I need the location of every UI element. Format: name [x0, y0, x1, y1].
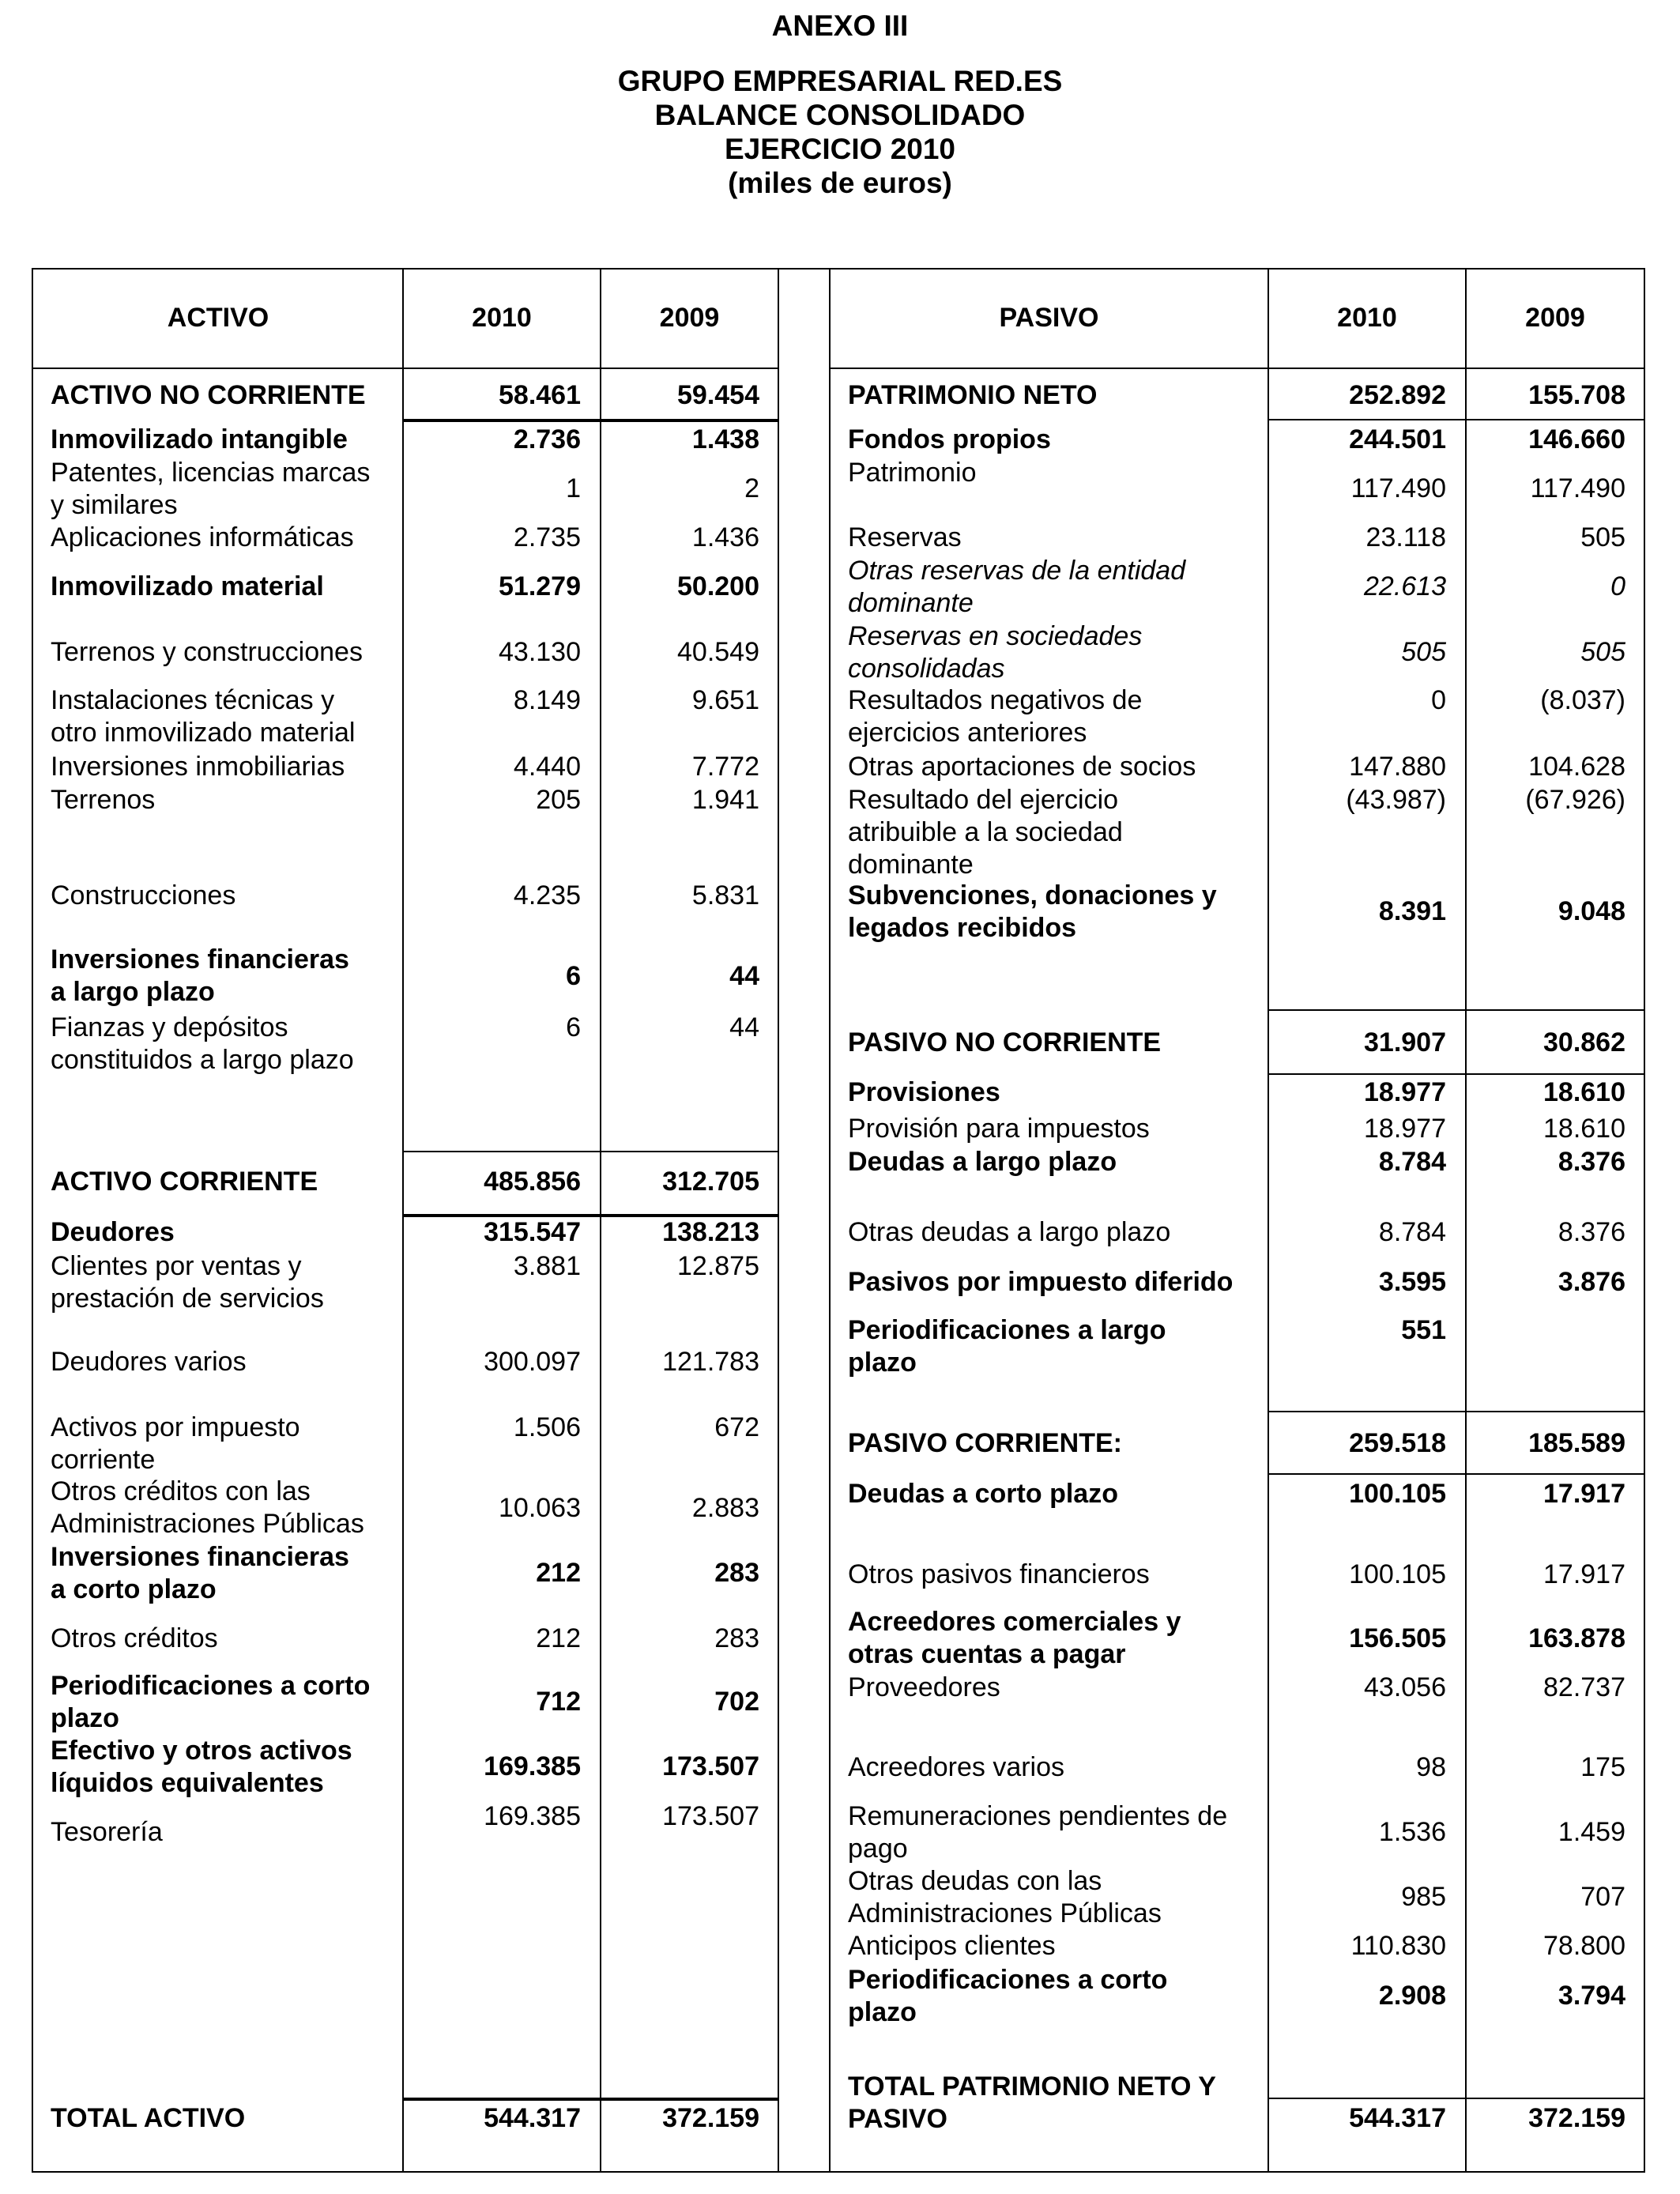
value-2010: (43.987) — [1346, 785, 1446, 815]
table-rule — [1268, 1473, 1645, 1475]
row-label: legados recibidos — [848, 913, 1077, 943]
row-label: otras cuentas a pagar — [848, 1639, 1126, 1669]
row-label: Reservas — [848, 522, 962, 552]
row-label: y similares — [51, 490, 178, 520]
value-2009: 372.159 — [1528, 2103, 1625, 2133]
row-label: consolidadas — [848, 654, 1005, 684]
value-2010: 23.118 — [1365, 522, 1446, 552]
row-label: atribuible a la sociedad — [848, 817, 1123, 847]
value-2009: 5.831 — [691, 880, 759, 910]
row-label: prestación de servicios — [51, 1284, 324, 1314]
row-label: Aplicaciones informáticas — [51, 522, 354, 552]
header-activo: ACTIVO — [167, 303, 269, 333]
value-2009: 155.708 — [1528, 380, 1625, 410]
header-pasivo: PASIVO — [999, 303, 1099, 333]
value-2009: 117.490 — [1530, 473, 1625, 503]
row-label: Terrenos y construcciones — [51, 637, 363, 667]
value-2010: 4.440 — [513, 752, 581, 782]
row-label: constituidos a largo plazo — [51, 1045, 354, 1075]
value-2009: 0 — [1610, 571, 1625, 601]
table-rule — [402, 1151, 779, 1152]
company-name: GRUPO EMPRESARIAL RED.ES — [617, 65, 1063, 97]
value-2010: 244.501 — [1349, 424, 1446, 454]
value-2009: 505 — [1580, 522, 1625, 552]
value-2010: 169.385 — [484, 1751, 581, 1781]
value-2010: 98 — [1416, 1752, 1446, 1782]
row-label: Patrimonio — [848, 458, 977, 488]
row-label: Otros créditos con las — [51, 1476, 311, 1506]
value-2010: 18.977 — [1364, 1114, 1446, 1144]
row-label: Fianzas y depósitos — [51, 1012, 288, 1042]
row-label: Inmovilizado material — [51, 571, 324, 601]
value-2010: 2.908 — [1378, 1981, 1446, 2011]
value-2009: 18.610 — [1543, 1114, 1625, 1144]
value-2010: 8.391 — [1378, 896, 1446, 926]
value-2010: 252.892 — [1349, 380, 1446, 410]
row-label: Administraciones Públicas — [51, 1509, 364, 1539]
row-label: Provisiones — [848, 1077, 1000, 1107]
row-label: Tesorería — [51, 1817, 163, 1847]
row-label: Instalaciones técnicas y — [51, 685, 335, 715]
row-label: Resultados negativos de — [848, 685, 1143, 715]
value-2010: 505 — [1401, 637, 1446, 667]
value-2009: 18.610 — [1543, 1077, 1625, 1107]
row-label: Inversiones financieras — [51, 1542, 349, 1572]
row-label: Provisión para impuestos — [848, 1114, 1150, 1144]
value-2010: 58.461 — [499, 380, 581, 410]
value-2009: 283 — [714, 1623, 759, 1653]
row-label: Reservas en sociedades — [848, 621, 1143, 651]
header-pasivo-2010: 2010 — [1337, 303, 1397, 333]
currency-units: (miles de euros) — [728, 167, 952, 199]
row-label: Resultado del ejercicio — [848, 785, 1119, 815]
value-2009: 173.507 — [662, 1801, 759, 1831]
row-label: Deudas a corto plazo — [848, 1479, 1118, 1509]
value-2010: 117.490 — [1350, 473, 1446, 503]
row-label: Otros pasivos financieros — [848, 1559, 1150, 1589]
value-2009: 104.628 — [1528, 752, 1625, 782]
row-label: Administraciones Públicas — [848, 1898, 1162, 1928]
value-2009: 185.589 — [1528, 1428, 1625, 1458]
row-label: Otras reservas de la entidad — [848, 556, 1186, 586]
table-rule — [1268, 2098, 1645, 2099]
row-label: Anticipos clientes — [848, 1931, 1056, 1961]
row-label: pago — [848, 1834, 908, 1864]
table-rule — [1644, 268, 1645, 2173]
row-label: Inversiones financieras — [51, 944, 349, 974]
value-2009: 44 — [729, 961, 759, 991]
row-label: a corto plazo — [51, 1574, 217, 1604]
row-label: TOTAL ACTIVO — [51, 2103, 246, 2133]
value-2009: 372.159 — [662, 2103, 759, 2133]
value-2009: 121.783 — [662, 1347, 759, 1377]
row-label: Acreedores varios — [848, 1752, 1065, 1782]
value-2010: 169.385 — [484, 1801, 581, 1831]
row-label: Inmovilizado intangible — [51, 424, 348, 454]
table-rule — [1268, 419, 1645, 420]
value-2010: 31.907 — [1364, 1027, 1446, 1057]
value-2010: 544.317 — [1349, 2103, 1446, 2133]
row-label: corriente — [51, 1445, 156, 1475]
row-label: Deudores varios — [51, 1347, 247, 1377]
value-2009: 312.705 — [662, 1167, 759, 1197]
row-label: Fondos propios — [848, 424, 1051, 454]
value-2009: 50.200 — [677, 571, 759, 601]
row-label: Otras deudas con las — [848, 1866, 1102, 1896]
header-activo-2010: 2010 — [472, 303, 532, 333]
value-2010: 3.881 — [513, 1251, 581, 1281]
value-2010: 8.784 — [1378, 1217, 1446, 1247]
row-label: Proveedores — [848, 1672, 1000, 1702]
row-label: PASIVO — [848, 2104, 947, 2134]
value-2009: (8.037) — [1540, 685, 1625, 715]
row-label: Clientes por ventas y — [51, 1251, 302, 1281]
value-2009: 505 — [1580, 637, 1625, 667]
row-label: Terrenos — [51, 785, 156, 815]
row-label: dominante — [848, 588, 974, 618]
row-label: Periodificaciones a largo — [848, 1315, 1166, 1345]
row-label: TOTAL PATRIMONIO NETO Y — [848, 2071, 1216, 2102]
value-2010: 8.149 — [513, 685, 581, 715]
row-label: Pasivos por impuesto diferido — [848, 1267, 1234, 1297]
value-2010: 300.097 — [484, 1347, 581, 1377]
value-2010: 212 — [536, 1558, 581, 1588]
row-label: Acreedores comerciales y — [848, 1607, 1181, 1637]
value-2010: 1.506 — [513, 1412, 581, 1442]
value-2009: 2.883 — [691, 1493, 759, 1523]
value-2009: 17.917 — [1543, 1559, 1625, 1589]
table-rule — [402, 419, 779, 422]
header-activo-2009: 2009 — [659, 303, 720, 333]
value-2010: 2.735 — [513, 522, 581, 552]
value-2009: 82.737 — [1543, 1672, 1625, 1702]
value-2010: 22.613 — [1364, 571, 1446, 601]
value-2010: 712 — [536, 1687, 581, 1717]
value-2009: 138.213 — [662, 1217, 759, 1247]
value-2009: 3.794 — [1558, 1981, 1625, 2011]
value-2010: 147.880 — [1349, 752, 1446, 782]
row-label: Activos por impuesto — [51, 1412, 300, 1442]
row-label: ACTIVO NO CORRIENTE — [51, 380, 366, 410]
table-rule — [1268, 1009, 1645, 1011]
table-rule — [32, 368, 779, 369]
row-label: plazo — [848, 1348, 917, 1378]
value-2010: 100.105 — [1349, 1559, 1446, 1589]
table-rule — [32, 268, 1645, 270]
row-label: Remuneraciones pendientes de — [848, 1801, 1228, 1831]
fiscal-year: EJERCICIO 2010 — [724, 133, 956, 165]
value-2009: 9.048 — [1558, 896, 1625, 926]
value-2009: 78.800 — [1543, 1931, 1625, 1961]
value-2009: 163.878 — [1528, 1623, 1625, 1653]
value-2010: 1.536 — [1378, 1817, 1446, 1847]
row-label: ejercicios anteriores — [848, 718, 1087, 748]
header-pasivo-2009: 2009 — [1525, 303, 1585, 333]
table-rule — [402, 2098, 779, 2101]
value-2010: 3.595 — [1378, 1267, 1446, 1297]
value-2009: 44 — [729, 1012, 759, 1042]
value-2010: 6 — [566, 1012, 581, 1042]
value-2009: 17.917 — [1543, 1479, 1625, 1509]
value-2010: 0 — [1431, 685, 1446, 715]
value-2010: 205 — [536, 785, 581, 815]
row-label: Inversiones inmobiliarias — [51, 752, 345, 782]
row-label: plazo — [848, 1997, 917, 2027]
row-label: ACTIVO CORRIENTE — [51, 1167, 318, 1197]
value-2009: 173.507 — [662, 1751, 759, 1781]
table-rule — [1268, 1411, 1645, 1412]
value-2010: 551 — [1401, 1315, 1446, 1345]
row-label: a largo plazo — [51, 977, 215, 1007]
row-label: Subvenciones, donaciones y — [848, 880, 1217, 910]
value-2010: 8.784 — [1378, 1147, 1446, 1177]
row-label: otro inmovilizado material — [51, 718, 356, 748]
value-2009: 2 — [744, 473, 759, 503]
row-label: Efectivo y otros activos — [51, 1736, 352, 1766]
value-2009: 40.549 — [677, 637, 759, 667]
row-label: Otros créditos — [51, 1623, 218, 1653]
value-2010: 43.130 — [499, 637, 581, 667]
row-label: Patentes, licencias marcas — [51, 458, 371, 488]
row-label: Periodificaciones a corto — [51, 1671, 371, 1701]
value-2010: 485.856 — [484, 1167, 581, 1197]
value-2009: 3.876 — [1558, 1267, 1625, 1297]
value-2009: 7.772 — [691, 752, 759, 782]
value-2010: 110.830 — [1350, 1931, 1446, 1961]
value-2010: 10.063 — [499, 1493, 581, 1523]
value-2009: 672 — [714, 1412, 759, 1442]
row-label: plazo — [51, 1703, 119, 1733]
value-2010: 6 — [566, 961, 581, 991]
value-2009: 1.436 — [691, 522, 759, 552]
value-2010: 1 — [566, 473, 581, 503]
row-label: dominante — [848, 850, 974, 880]
value-2009: 1.438 — [691, 424, 759, 454]
value-2009: 30.862 — [1543, 1027, 1625, 1057]
value-2009: 283 — [714, 1558, 759, 1588]
value-2010: 4.235 — [513, 880, 581, 910]
row-label: PASIVO NO CORRIENTE — [848, 1027, 1162, 1057]
row-label: PASIVO CORRIENTE: — [848, 1428, 1122, 1458]
value-2010: 985 — [1401, 1882, 1446, 1912]
row-label: Periodificaciones a corto — [848, 1965, 1168, 1995]
table-rule — [32, 2171, 1645, 2173]
value-2010: 2.736 — [513, 424, 581, 454]
table-rule — [829, 268, 831, 2173]
value-2009: 59.454 — [677, 380, 759, 410]
row-label: líquidos equivalentes — [51, 1768, 324, 1798]
value-2009: 8.376 — [1558, 1217, 1625, 1247]
row-label: Deudas a largo plazo — [848, 1147, 1117, 1177]
annex-title: ANEXO III — [771, 9, 909, 42]
table-rule — [1268, 1073, 1645, 1075]
report-title: BALANCE CONSOLIDADO — [654, 99, 1026, 131]
value-2009: 175 — [1580, 1752, 1625, 1782]
value-2009: 702 — [714, 1687, 759, 1717]
value-2010: 212 — [536, 1623, 581, 1653]
table-rule — [829, 368, 1645, 369]
table-rule — [32, 268, 33, 2173]
value-2010: 259.518 — [1349, 1428, 1446, 1458]
row-label: Otras deudas a largo plazo — [848, 1217, 1171, 1247]
value-2010: 315.547 — [484, 1217, 581, 1247]
value-2009: (67.926) — [1525, 785, 1625, 815]
value-2009: 707 — [1580, 1882, 1625, 1912]
row-label: Deudores — [51, 1217, 175, 1247]
value-2009: 9.651 — [691, 685, 759, 715]
value-2009: 1.941 — [691, 785, 759, 815]
value-2010: 156.505 — [1349, 1623, 1446, 1653]
value-2009: 146.660 — [1528, 424, 1625, 454]
value-2010: 51.279 — [499, 571, 581, 601]
value-2010: 43.056 — [1364, 1672, 1446, 1702]
row-label: PATRIMONIO NETO — [848, 380, 1098, 410]
value-2010: 100.105 — [1349, 1479, 1446, 1509]
row-label: Construcciones — [51, 880, 236, 910]
value-2009: 1.459 — [1558, 1817, 1625, 1847]
value-2010: 18.977 — [1364, 1077, 1446, 1107]
table-rule — [778, 268, 779, 2173]
value-2009: 8.376 — [1558, 1147, 1625, 1177]
row-label: Otras aportaciones de socios — [848, 752, 1196, 782]
value-2010: 544.317 — [484, 2103, 581, 2133]
value-2009: 12.875 — [677, 1251, 759, 1281]
